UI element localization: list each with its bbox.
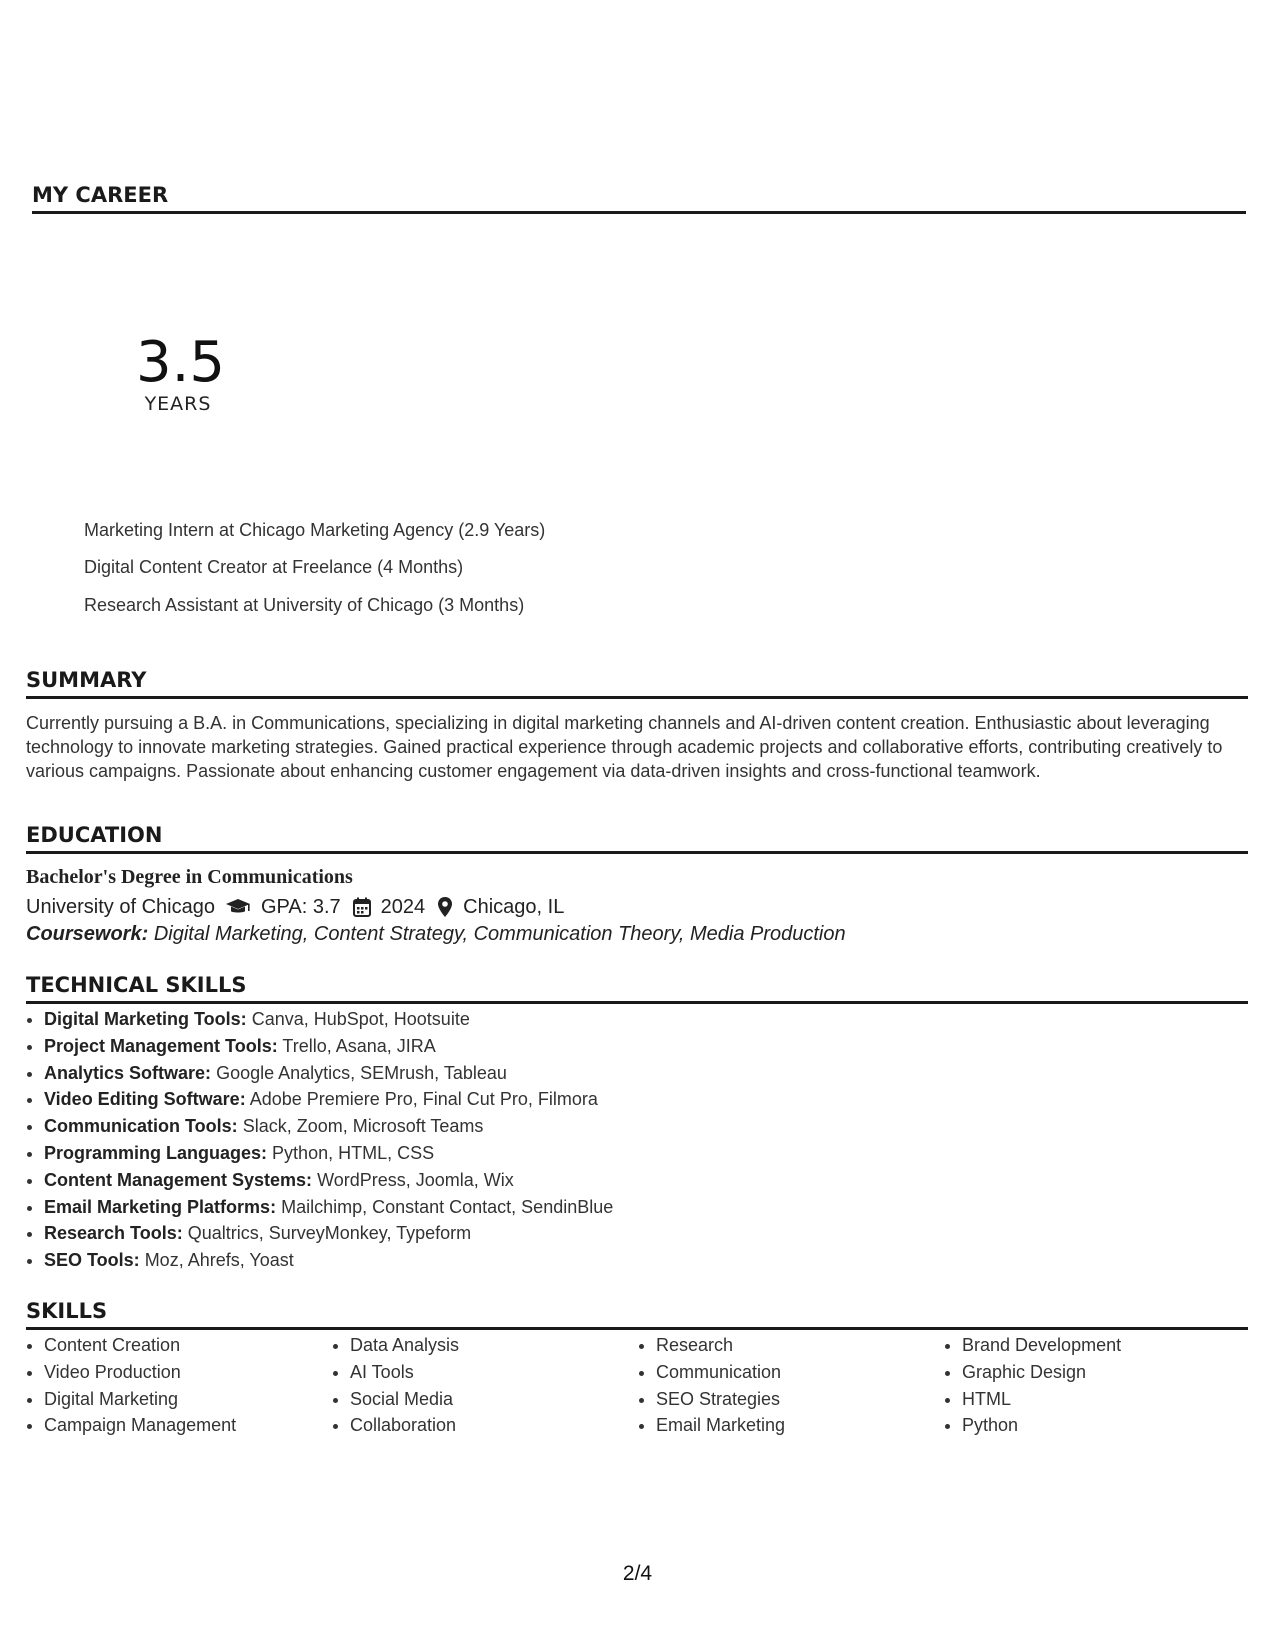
list-item: • Email Marketing: [656, 1412, 785, 1439]
list-item: • Research Tools: Qualtrics, SurveyMonkey, Typeform: [44, 1220, 613, 1247]
technical-skills-section-title: TECHNICAL SKILLS: [26, 971, 1248, 1004]
list-item: • Digital Marketing: [44, 1386, 236, 1413]
career-job-item: Digital Content Creator at Freelance (4 Months): [84, 557, 464, 577]
skills-section-title: SKILLS: [26, 1297, 1248, 1330]
skills-column: [332, 1332, 459, 1439]
coursework-label: Coursework:: [26, 923, 149, 945]
degree-title: Bachelor's Degree in Communications: [26, 866, 353, 888]
list-item: • Communication: [656, 1359, 785, 1386]
graduation-cap-icon: [225, 897, 251, 917]
skills-column: [944, 1332, 1121, 1439]
years-experience-value: 3.5: [136, 330, 226, 395]
years-experience-unit: YEARS: [144, 393, 212, 415]
list-item: • Collaboration: [350, 1412, 459, 1439]
list-item: • Campaign Management: [44, 1412, 236, 1439]
list-item: • Social Media: [350, 1386, 459, 1413]
list-item: • Content Creation: [44, 1332, 236, 1359]
technical-skills-list: [26, 1006, 613, 1274]
summary-text: Currently pursuing a B.A. in Communications, specializing in digital marketing channels and AI-driven content creation. Enthusiastic about leveraging technology to innovate marketing strategies. Gained practical experience through academic projects and collaborative efforts, contributing creatively to various campaigns. Passionate about enhancing customer engagement via data-driven insights and cross-functional teamwork.: [26, 713, 1223, 781]
list-item: • Programming Languages: Python, HTML, CSS: [44, 1140, 613, 1167]
list-item: • Email Marketing Platforms: Mailchimp, Constant Contact, SendinBlue: [44, 1194, 613, 1221]
education-section-title: EDUCATION: [26, 821, 1248, 854]
education-details: [26, 892, 564, 922]
list-item: • SEO Strategies: [656, 1386, 785, 1413]
list-item: • AI Tools: [350, 1359, 459, 1386]
list-item: • HTML: [962, 1386, 1121, 1413]
coursework-list: Digital Marketing, Content Strategy, Communication Theory, Media Production: [153, 923, 846, 945]
location: Chicago, IL: [463, 895, 565, 918]
school-name: University of Chicago: [26, 895, 215, 918]
list-item: • Graphic Design: [962, 1359, 1121, 1386]
calendar-icon: [353, 897, 371, 917]
list-item: • Content Management Systems: WordPress, Joomla, Wix: [44, 1167, 613, 1194]
list-item: • Brand Development: [962, 1332, 1121, 1359]
skills-column: [26, 1332, 236, 1439]
list-item: • Data Analysis: [350, 1332, 459, 1359]
list-item: • Video Production: [44, 1359, 236, 1386]
gpa-value: GPA: 3.7: [260, 895, 341, 918]
coursework-line: [26, 923, 846, 946]
list-item: • Project Management Tools: Trello, Asana, JIRA: [44, 1033, 613, 1060]
career-job-item: Marketing Intern at Chicago Marketing Agency (2.9 Years): [84, 520, 546, 540]
list-item: • Digital Marketing Tools: Canva, HubSpot, Hootsuite: [44, 1006, 613, 1033]
career-section-title: MY CAREER: [32, 181, 1246, 214]
graduation-year: 2024: [380, 895, 426, 918]
list-item: • Research: [656, 1332, 785, 1359]
summary-section-title: SUMMARY: [26, 666, 1248, 699]
page-number: 2/4: [622, 1562, 653, 1585]
career-job-item: Research Assistant at University of Chicago (3 Months): [84, 595, 525, 615]
list-item: • SEO Tools: Moz, Ahrefs, Yoast: [44, 1247, 613, 1274]
list-item: • Python: [962, 1412, 1121, 1439]
skills-column: [638, 1332, 785, 1439]
list-item: • Analytics Software: Google Analytics, SEMrush, Tableau: [44, 1060, 613, 1087]
list-item: • Communication Tools: Slack, Zoom, Microsoft Teams: [44, 1113, 613, 1140]
map-pin-icon: [437, 896, 453, 918]
list-item: • Video Editing Software: Adobe Premiere Pro, Final Cut Pro, Filmora: [44, 1086, 613, 1113]
